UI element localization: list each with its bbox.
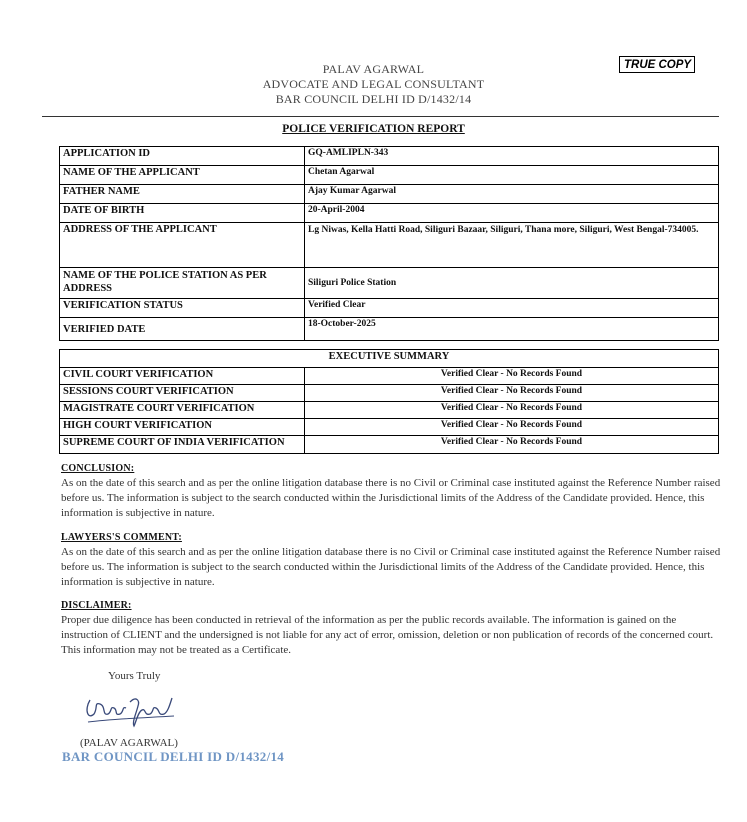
table-row [60, 299, 719, 318]
summary-heading: EXECUTIVE SUMMARY [60, 350, 719, 368]
summary-label: SESSIONS COURT VERIFICATION [60, 385, 305, 402]
applicant-details-table [59, 146, 719, 341]
summary-value: Verified Clear - No Records Found [305, 402, 719, 419]
detail-label: DATE OF BIRTH [60, 204, 305, 223]
summary-value: Verified Clear - No Records Found [305, 368, 719, 385]
table-row [60, 419, 719, 436]
table-row [60, 166, 719, 185]
executive-summary-table [59, 349, 719, 454]
table-row [60, 204, 719, 223]
table-row [60, 402, 719, 419]
header-divider [42, 116, 719, 117]
detail-value: Chetan Agarwal [305, 166, 719, 185]
summary-value: Verified Clear - No Records Found [305, 419, 719, 436]
detail-label: ADDRESS OF THE APPLICANT [60, 223, 305, 268]
table-row [60, 147, 719, 166]
table-row [60, 185, 719, 204]
detail-label: NAME OF THE POLICE STATION AS PER ADDRESS [60, 268, 305, 299]
true-copy-stamp: TRUE COPY [619, 56, 695, 73]
detail-value: Lg Niwas, Kella Hatti Road, Siliguri Bazaar, Siliguri, Thana more, Siliguri, West Bengal-734005. [305, 223, 719, 268]
table-row [60, 268, 719, 299]
table-row [60, 350, 719, 368]
lawyers-comment-section [61, 530, 721, 590]
conclusion-text: As on the date of this search and as per the online litigation database there is no Civil or Criminal case instituted against the Reference Number raised before us. The information is subject to the search conducted within the Jurisdictional limits of the Address of the Candidate provided. Hence, this information is subjective in nature. [61, 477, 721, 519]
summary-label: CIVIL COURT VERIFICATION [60, 368, 305, 385]
detail-label: APPLICATION ID [60, 147, 305, 166]
signature-image [80, 692, 180, 730]
detail-value: GQ-AMLIPLN-343 [305, 147, 719, 166]
detail-value: Ajay Kumar Agarwal [305, 185, 719, 204]
detail-value: 20-April-2004 [305, 204, 719, 223]
detail-value: Verified Clear [305, 299, 719, 318]
table-row [60, 368, 719, 385]
lawyers-comment-text: As on the date of this search and as per the online litigation database there is no Civil or Criminal case instituted against the Reference Number raised before us. The information is subject to the search conducted within the Jurisdictional limits of the Address of the Candidate provided. Hence, this information is subjective in nature. [61, 546, 721, 588]
detail-label: VERIFICATION STATUS [60, 299, 305, 318]
table-row [60, 436, 719, 454]
detail-label: NAME OF THE APPLICANT [60, 166, 305, 185]
summary-label: HIGH COURT VERIFICATION [60, 419, 305, 436]
disclaimer-text: Proper due diligence has been conducted in retrieval of the information as per the public records available. The information is gained on the instruction of CLIENT and the undersigned is not liable for any act of error, omission, deletion or non publication of records of the concerned court. This information may not be treated as a Certificate. [61, 614, 714, 656]
summary-value: Verified Clear - No Records Found [305, 385, 719, 402]
summary-label: SUPREME COURT OF INDIA VERIFICATION [60, 436, 305, 454]
closing-text: Yours Truly [108, 670, 161, 682]
header-bar-id: BAR COUNCIL DELHI ID D/1432/14 [275, 92, 472, 106]
report-title: POLICE VERIFICATION REPORT [282, 123, 465, 135]
table-row [60, 318, 719, 341]
signatory-name: (PALAV AGARWAL) [80, 737, 178, 749]
signoff-bar-id: BAR COUNCIL DELHI ID D/1432/14 [62, 749, 285, 764]
disclaimer-heading: DISCLAIMER: [61, 600, 132, 611]
table-row [60, 223, 719, 268]
conclusion-heading: CONCLUSION: [61, 463, 135, 474]
detail-label: VERIFIED DATE [60, 318, 305, 341]
header-role: ADVOCATE AND LEGAL CONSULTANT [262, 77, 485, 91]
disclaimer-section [61, 598, 721, 658]
header-name: PALAV AGARWAL [322, 62, 425, 76]
summary-value: Verified Clear - No Records Found [305, 436, 719, 454]
detail-label: FATHER NAME [60, 185, 305, 204]
lawyers-comment-heading: LAWYERS'S COMMENT: [61, 532, 182, 543]
detail-value: 18-October-2025 [305, 318, 719, 341]
detail-value: Siliguri Police Station [305, 268, 719, 299]
conclusion-section [61, 461, 721, 521]
summary-label: MAGISTRATE COURT VERIFICATION [60, 402, 305, 419]
table-row [60, 385, 719, 402]
